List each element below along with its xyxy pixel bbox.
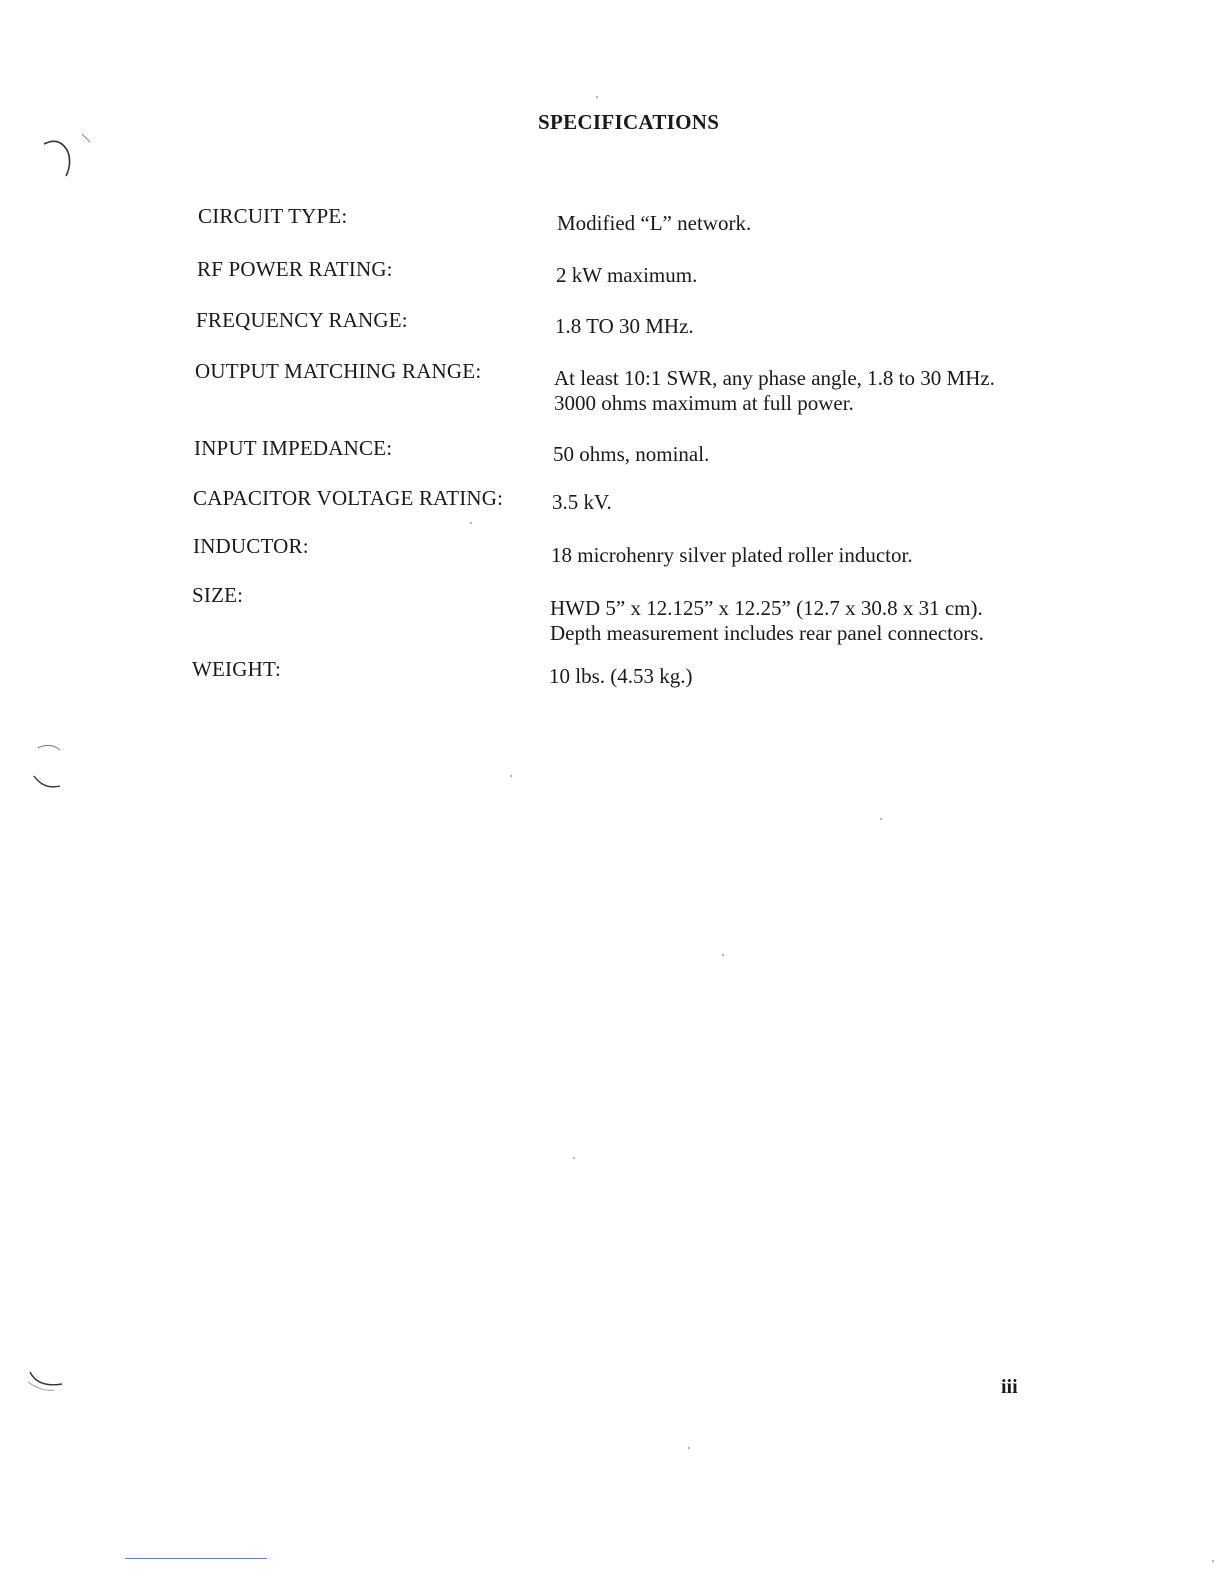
spec-label-size: SIZE: (192, 583, 244, 607)
spec-value-line: 1.8 TO 30 MHz. (555, 314, 694, 338)
spec-value-line: Depth measurement includes rear panel connectors. (550, 621, 984, 645)
spec-value-output-matching-range (554, 366, 995, 416)
scan-speck (688, 1447, 690, 1449)
scan-speck (1212, 1560, 1214, 1562)
spec-value-inductor (551, 543, 913, 568)
punch-hole-mark-icon (30, 738, 90, 798)
spec-value-weight (549, 664, 693, 689)
spec-label-input-impedance: INPUT IMPEDANCE: (194, 436, 393, 460)
scan-speck (510, 775, 512, 777)
spec-value-line: HWD 5” x 12.125” x 12.25” (12.7 x 30.8 x 31 cm). (550, 596, 983, 620)
scan-speck (470, 522, 472, 524)
spec-label-capacitor-voltage-rating: CAPACITOR VOLTAGE RATING: (193, 486, 504, 510)
bottom-rule (125, 1558, 267, 1559)
spec-label-weight: WEIGHT: (192, 657, 281, 681)
spec-label-circuit-type: CIRCUIT TYPE: (198, 204, 348, 228)
spec-value-circuit-type (557, 211, 751, 236)
spec-label-output-matching-range: OUTPUT MATCHING RANGE: (195, 359, 482, 383)
page-number: iii (1001, 1376, 1018, 1398)
spec-value-input-impedance (553, 442, 709, 467)
spec-value-line: 18 microhenry silver plated roller inductor. (551, 543, 913, 567)
spec-label-rf-power-rating: RF POWER RATING: (197, 257, 393, 281)
punch-hole-mark-icon (38, 128, 98, 188)
scan-speck (573, 1157, 575, 1159)
spec-value-line: 10 lbs. (4.53 kg.) (549, 664, 693, 688)
spec-value-line: 50 ohms, nominal. (553, 442, 710, 466)
spec-value-line: 2 kW maximum. (556, 263, 698, 287)
spec-value-line: 3.5 kV. (552, 490, 612, 514)
page-title: SPECIFICATIONS (538, 110, 720, 134)
scan-speck (880, 818, 882, 820)
punch-hole-mark-icon (24, 1368, 74, 1408)
spec-value-capacitor-voltage-rating (552, 490, 612, 515)
scan-speck (596, 96, 598, 98)
spec-label-inductor: INDUCTOR: (193, 534, 309, 558)
spec-value-frequency-range (555, 314, 694, 339)
spec-label-frequency-range: FREQUENCY RANGE: (196, 308, 408, 332)
spec-value-line: Modified “L” network. (557, 211, 752, 235)
spec-value-size (550, 596, 984, 646)
spec-value-line: At least 10:1 SWR, any phase angle, 1.8 to 30 MHz. (554, 366, 995, 390)
spec-value-rf-power-rating (556, 263, 697, 288)
scan-speck (722, 954, 724, 956)
spec-value-line: 3000 ohms maximum at full power. (554, 391, 854, 415)
